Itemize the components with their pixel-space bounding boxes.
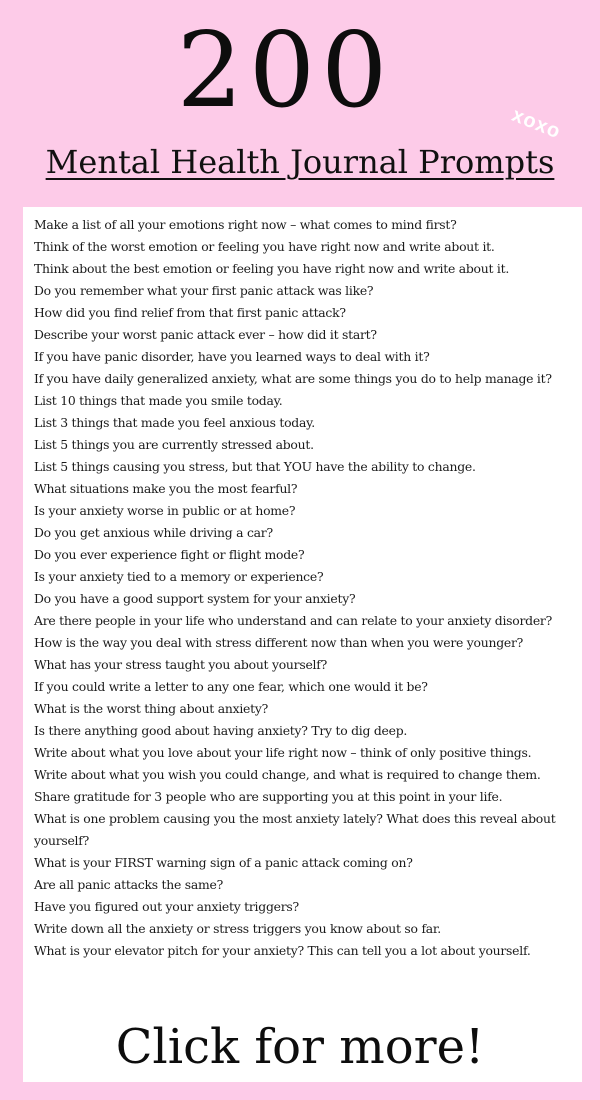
click-for-more-link[interactable]: Click for more! xyxy=(115,1019,485,1075)
prompt-item: List 10 things that made you smile today. xyxy=(34,393,283,408)
prompt-item: Are all panic attacks the same? xyxy=(34,877,223,892)
prompt-item: Do you remember what your first panic attack was like? xyxy=(34,283,374,298)
prompt-item: Have you figured out your anxiety triggers? xyxy=(34,899,299,914)
prompt-item: Do you have a good support system for your anxiety? xyxy=(34,591,356,606)
prompt-item: If you could write a letter to any one fear, which one would it be? xyxy=(34,679,428,694)
headline-number: 200 xyxy=(176,9,394,131)
prompt-card xyxy=(23,207,582,1082)
prompt-item: What situations make you the most fearful? xyxy=(34,481,298,496)
prompt-item: Is your anxiety worse in public or at home? xyxy=(34,503,296,518)
prompt-item: List 5 things you are currently stressed about. xyxy=(34,437,314,452)
prompt-item: Write about what you wish you could change, and what is required to change them. xyxy=(34,767,541,782)
prompt-item: If you have daily generalized anxiety, what are some things you do to help manage it? xyxy=(34,371,552,386)
prompt-item: Make a list of all your emotions right now – what comes to mind first? xyxy=(34,217,457,232)
prompt-item: Do you ever experience fight or flight mode? xyxy=(34,547,305,562)
prompt-item: Think about the best emotion or feeling you have right now and write about it. xyxy=(34,261,510,276)
page-title xyxy=(0,140,600,184)
prompt-item: What is one problem causing you the most anxiety lately? What does this reveal about yourself? xyxy=(34,811,556,848)
prompt-item: Do you get anxious while driving a car? xyxy=(34,525,273,540)
prompt-item: How did you find relief from that first panic attack? xyxy=(34,305,346,320)
prompt-item: Are there people in your life who understand and can relate to your anxiety disorder? xyxy=(34,613,552,628)
prompt-item: What is your elevator pitch for your anxiety? This can tell you a lot about yourself. xyxy=(34,943,531,958)
prompt-list xyxy=(23,207,582,962)
prompt-item: If you have panic disorder, have you learned ways to deal with it? xyxy=(34,349,430,364)
prompt-item: Is your anxiety tied to a memory or experience? xyxy=(34,569,324,584)
prompt-item: Share gratitude for 3 people who are supporting you at this point in your life. xyxy=(34,789,503,804)
prompt-item: Think of the worst emotion or feeling you have right now and write about it. xyxy=(34,239,495,254)
prompt-item: What is the worst thing about anxiety? xyxy=(34,701,268,716)
prompt-item: List 5 things causing you stress, but that YOU have the ability to change. xyxy=(34,459,476,474)
prompt-item: Write down all the anxiety or stress triggers you know about so far. xyxy=(34,921,441,936)
prompt-item: What is your FIRST warning sign of a panic attack coming on? xyxy=(34,855,413,870)
prompt-item: Is there anything good about having anxiety? Try to dig deep. xyxy=(34,723,408,738)
prompt-item: List 3 things that made you feel anxious today. xyxy=(34,415,315,430)
prompt-item: What has your stress taught you about yourself? xyxy=(34,657,327,672)
prompt-item: Write about what you love about your life right now – think of only positive things. xyxy=(34,745,532,760)
xoxo-decoration: xoxo xyxy=(508,104,564,144)
page-title-text: Mental Health Journal Prompts xyxy=(45,143,555,181)
prompt-item: Describe your worst panic attack ever – how did it start? xyxy=(34,327,377,342)
prompt-item: How is the way you deal with stress different now than when you were younger? xyxy=(34,635,524,650)
